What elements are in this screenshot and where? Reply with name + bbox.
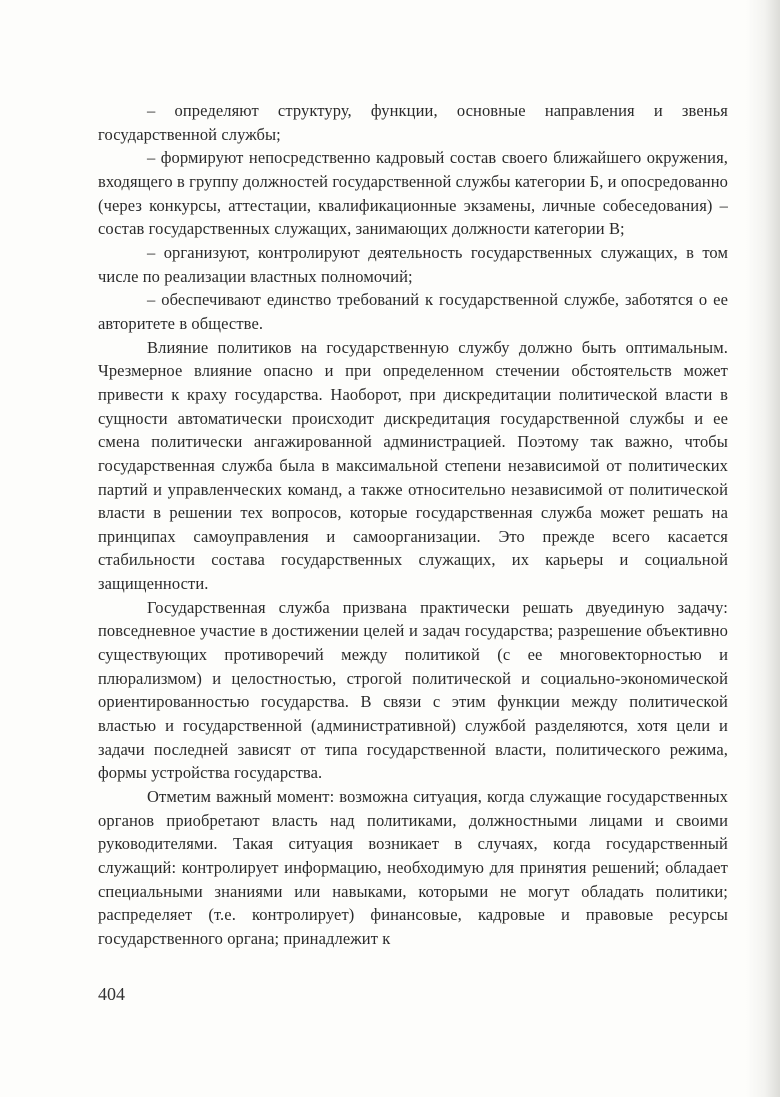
paragraph-7: Отметим важный момент: возможна ситуация, когда служащие государственных органов приобретают власть над политиками, должностными лицами и своими руководителями. Такая ситуация возникает в случаях, когда государственный служащий: контролирует информацию, необходимую для принятия решений; обладает специальными знаниями или навыками, которыми не могут обладать политики; распределяет (т.е. контролирует) финансовые, кадровые и правовые ресурсы государственного органа; принадлежит к: [98, 787, 728, 948]
paragraph-5: Влияние политиков на государственную службу должно быть оптимальным. Чрезмерное влияние опасно и при определенном стечении обстоятельств может привести к краху государства. Наоборот, при дискредитации политической власти в сущности автоматически происходит дискредитация государственной службы и ее смена политически ангажированной администрацией. Поэтому так важно, чтобы государственная служба была в максимальной степени независимой от политических партий и управленческих команд, а также относительно независимой от политической власти в решении тех вопросов, которые государственная служба может решать на принципах самоуправления и самоорганизации. Это прежде всего касается стабильности состава государственных служащих, их карьеры и социальной защищенности.: [98, 337, 728, 594]
page-edge-shadow: [746, 0, 780, 1097]
document-body: [98, 99, 728, 951]
paragraph-6: Государственная служба призвана практически решать двуединую задачу: повседневное участие в достижении целей и задач государства; разрешение объективно существующих противоречий между политикой (с ее многовекторностью и плюрализмом) и целостностью, строгой политической и социально-экономической ориентированностью государства. В связи с этим функции между политической властью и государственной (административной) службой разделяются, хотя цели и задачи последней зависят от типа государственной власти, политического режима, формы устройства государства.: [98, 597, 728, 783]
page-number: 404: [98, 984, 125, 1004]
paragraph-1: – определяют структуру, функции, основные направления и звенья государственной службы;: [98, 101, 728, 144]
paragraph-3: – организуют, контролируют деятельность государственных служащих, в том числе по реализации властных полномочий;: [98, 242, 728, 286]
paragraph-2: – формируют непосредственно кадровый состав своего ближайшего окружения, входящего в группу должностей государственной службы категории Б, и опосредованно (через конкурсы, аттестации, квалификационные экзамены, личные собеседования) – состав государственных служащих, занимающих должности категории В;: [98, 148, 728, 239]
paragraph-4: – обеспечивают единство требований к государственной службе, заботятся о ее авторитете в обществе.: [98, 290, 728, 333]
